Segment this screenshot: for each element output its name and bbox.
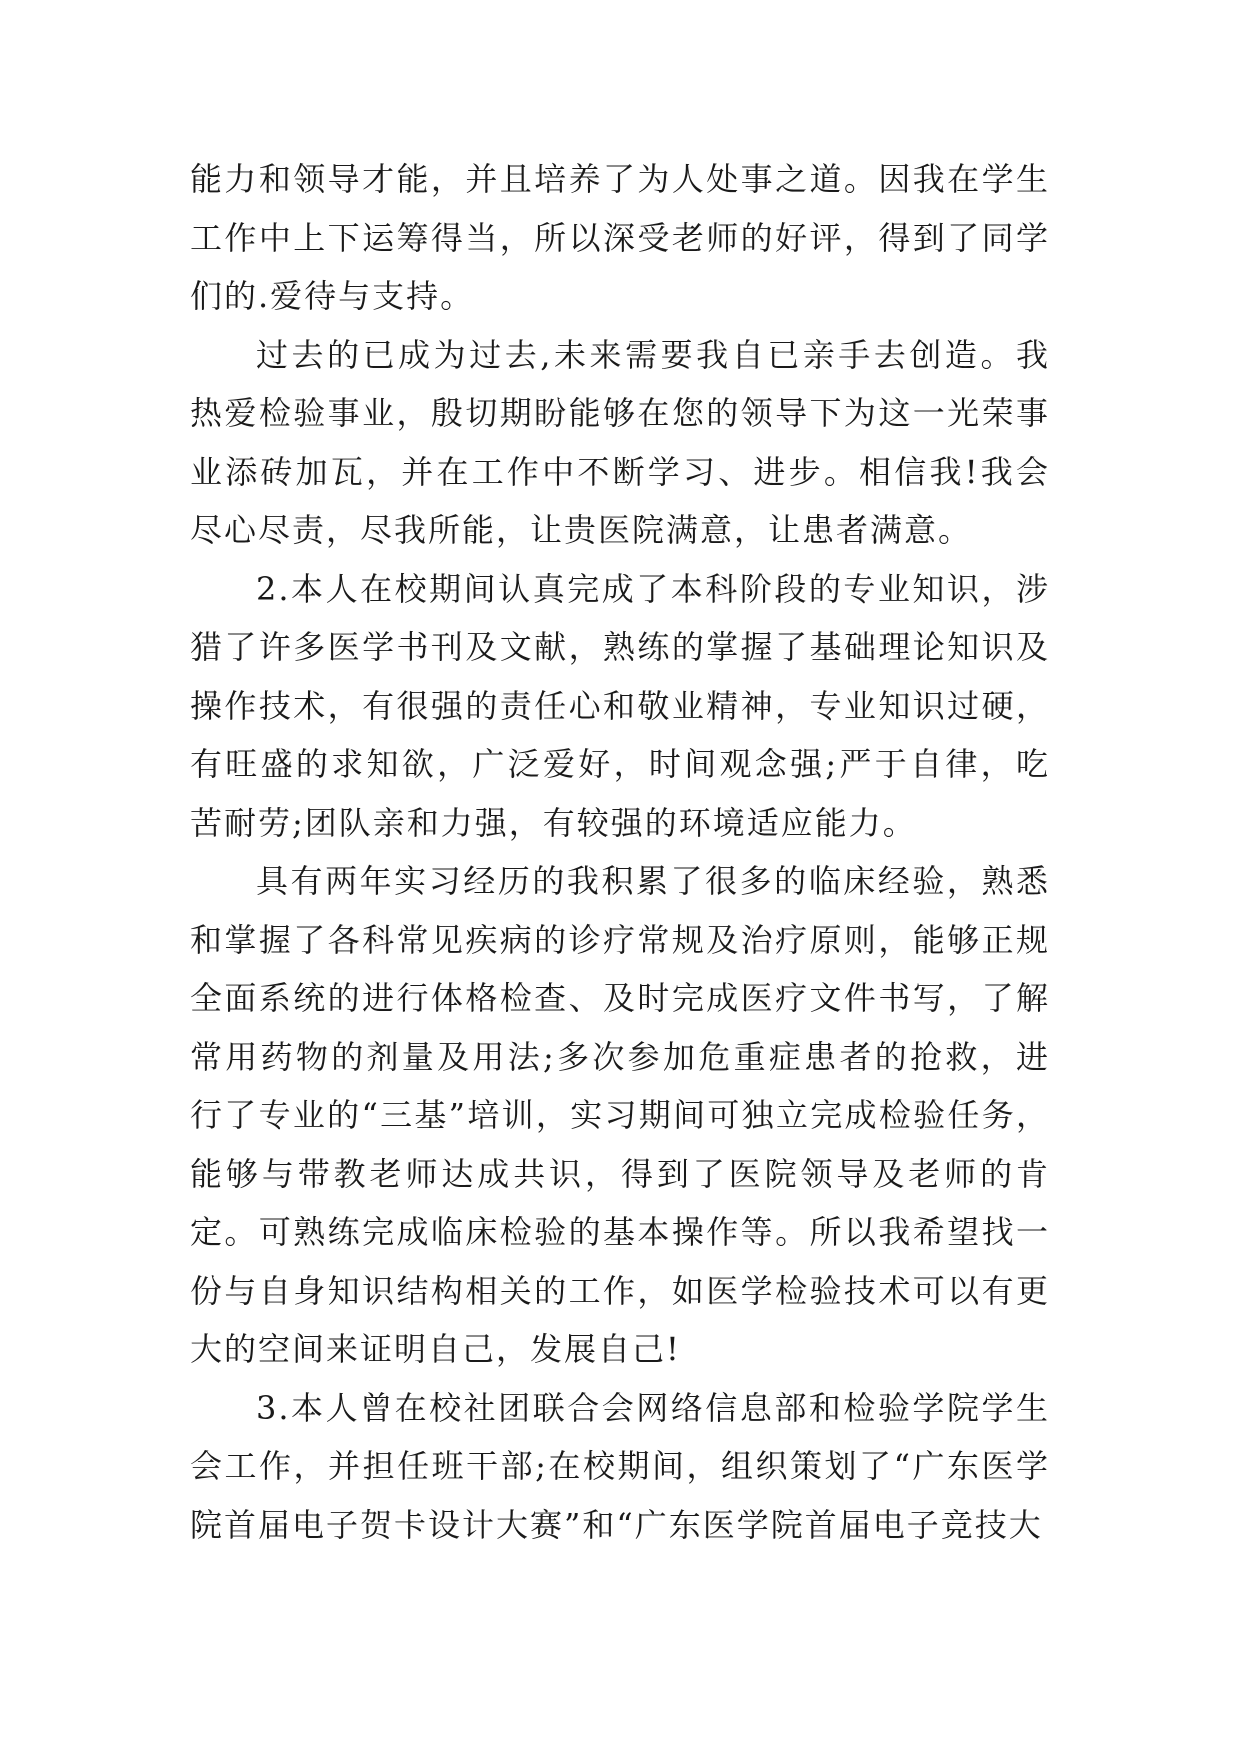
paragraph-4: 具有两年实习经历的我积累了很多的临床经验，熟悉和掌握了各科常见疾病的诊疗常规及治疗原则，能够正规全面系统的进行体格检查、及时完成医疗文件书写，了解常用药物的剂量及用法;多次参加危重症患者的抢救，进行了专业的“三基”培训，实习期间可独立完成检验任务，能够与带教老师达成共识，得到了医院领导及老师的肯定。可熟练完成临床检验的基本操作等。所以我希望找一份与自身知识结构相关的工作，如医学检验技术可以有更大的空间来证明自己，发展自己! [190,862,1050,1368]
document-body [190,150,1050,1554]
paragraph-1: 能力和领导才能，并且培养了为人处事之道。因我在学生工作中上下运筹得当，所以深受老师的好评，得到了同学们的.爱待与支持。 [190,160,1050,315]
paragraph-3: 2.本人在校期间认真完成了本科阶段的专业知识，涉猎了许多医学书刊及文献，熟练的掌握了基础理论知识及操作技术，有很强的责任心和敬业精神，专业知识过硬，有旺盛的求知欲，广泛爱好，时间观念强;严于自律，吃苦耐劳;团队亲和力强，有较强的环境适应能力。 [190,569,1050,842]
paragraph-2: 过去的已成为过去,未来需要我自已亲手去创造。我热爱检验事业，殷切期盼能够在您的领导下为这一光荣事业添砖加瓦，并在工作中不断学习、进步。相信我!我会尽心尽责，尽我所能，让贵医院满意，让患者满意。 [190,335,1050,549]
paragraph-5: 3.本人曾在校社团联合会网络信息部和检验学院学生会工作，并担任班干部;在校期间，组织策划了“广东医学院首届电子贺卡设计大赛”和“广东医学院首届电子竞技大 [190,1388,1050,1544]
